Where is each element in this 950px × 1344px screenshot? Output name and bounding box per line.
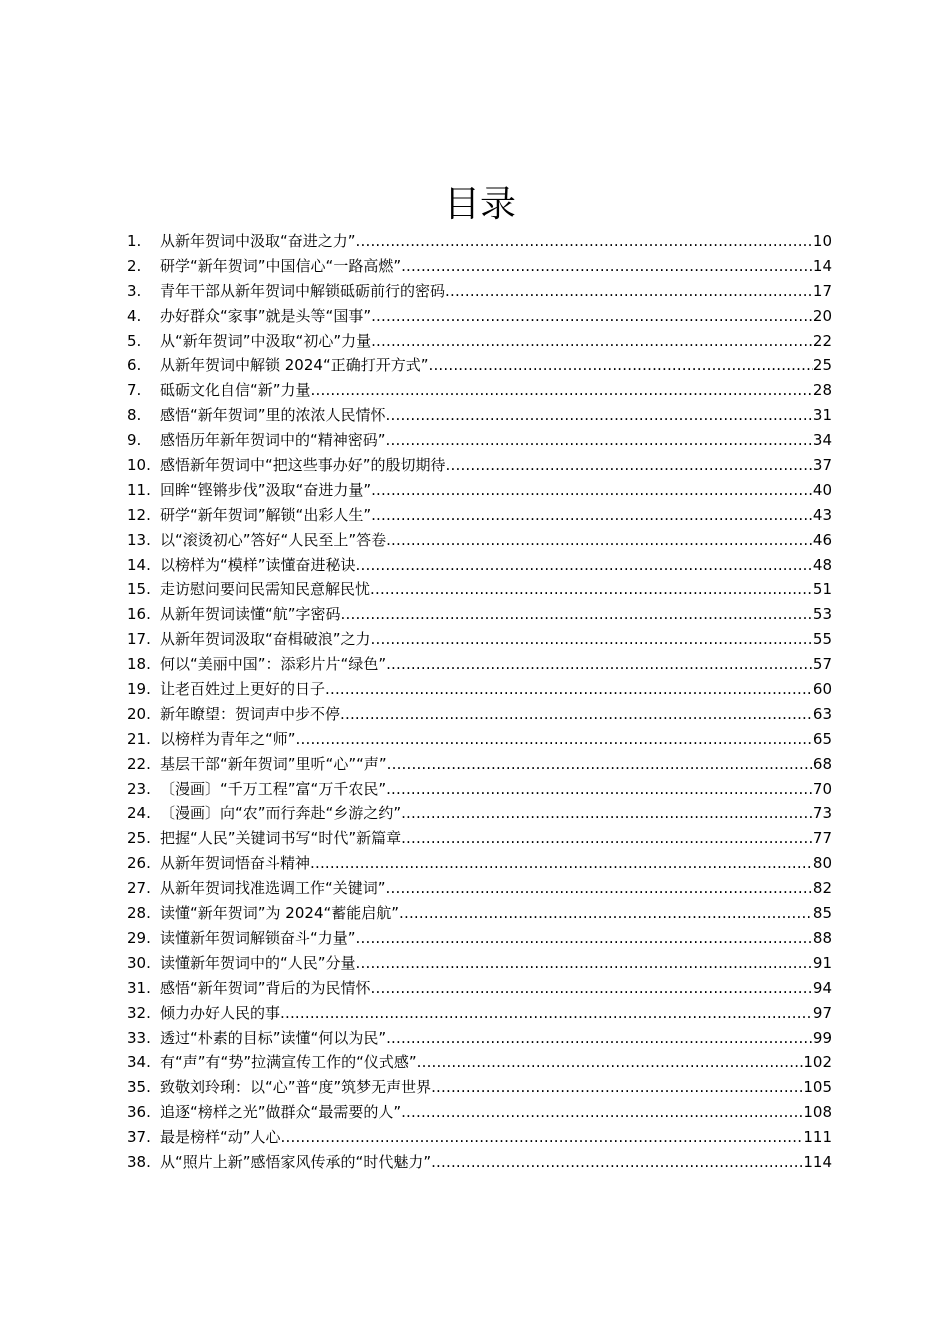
toc-entry-number: 34. [127, 1053, 151, 1072]
toc-entry-page-number: 82 [812, 879, 832, 898]
toc-dot-leader [371, 329, 813, 354]
toc-entry[interactable] [127, 304, 832, 329]
toc-dot-leader [356, 553, 813, 578]
toc-entry-number: 31. [127, 978, 151, 997]
toc-dot-leader [371, 304, 813, 329]
toc-dot-leader [370, 577, 813, 602]
toc-entry-number: 16. [127, 605, 151, 624]
toc-dot-leader [311, 378, 813, 403]
toc-entry-page-number: 28 [812, 381, 832, 400]
toc-entry-number: 37. [127, 1128, 151, 1147]
toc-entry-title: 青年干部从新年贺词中解锁砥砺前行的密码 [160, 281, 446, 300]
toc-entry-title: 从新年贺词中汲取“奋进之力” [160, 232, 356, 250]
toc-entry-page-number: 51 [812, 580, 832, 599]
toc-entry-number: 1. [127, 232, 142, 250]
toc-entry-page-number: 10 [812, 232, 832, 250]
toc-entry[interactable] [127, 478, 832, 503]
toc-dot-leader [401, 826, 813, 851]
toc-entry-title: 新年瞭望：贺词声中步不停 [160, 704, 341, 723]
toc-entry-title: 致敬刘玲琍：以“心”普“度”筑梦无声世界 [160, 1078, 432, 1097]
toc-entry-number: 22. [127, 754, 151, 773]
toc-entry-number: 30. [127, 953, 151, 972]
toc-entry-page-number: 37 [812, 456, 832, 475]
toc-entry[interactable] [127, 851, 832, 876]
toc-entry[interactable] [127, 453, 832, 478]
toc-entry[interactable] [127, 1001, 832, 1026]
toc-entry[interactable] [127, 1050, 832, 1075]
toc-entry-title: 研学“新年贺词”中国信心“一路高燃” [160, 256, 402, 275]
toc-dot-leader [417, 1050, 804, 1075]
toc-entry-number: 29. [127, 928, 151, 947]
toc-entry-title: 办好群众“家事”就是头等“国事” [160, 306, 372, 325]
toc-entry-number: 38. [127, 1152, 151, 1171]
toc-entry-number: 8. [127, 406, 142, 425]
toc-entry-title: 感悟“新年贺词”背后的为民情怀 [160, 978, 371, 997]
toc-entry[interactable] [127, 503, 832, 528]
toc-entry-title: 回眸“铿锵步伐”汲取“奋进力量” [160, 480, 372, 499]
toc-entry[interactable] [127, 329, 832, 354]
toc-entry-page-number: 40 [812, 480, 832, 499]
toc-entry-number: 20. [127, 704, 151, 723]
toc-entry-number: 19. [127, 680, 151, 699]
toc-entry-number: 11. [127, 480, 151, 499]
toc-entry-title: 从新年贺词中解锁 2024“正确打开方式” [160, 356, 429, 375]
toc-entry[interactable] [127, 652, 832, 677]
toc-dot-leader [371, 976, 813, 1001]
toc-entry-number: 4. [127, 306, 142, 325]
toc-entry[interactable] [127, 702, 832, 727]
toc-entry[interactable] [127, 801, 832, 826]
toc-entry-number: 3. [127, 281, 142, 300]
toc-entry-page-number: 17 [812, 281, 832, 300]
toc-entry-number: 14. [127, 555, 151, 574]
toc-entry-page-number: 22 [812, 331, 832, 350]
toc-entry-page-number: 31 [812, 406, 832, 425]
toc-dot-leader [325, 677, 813, 702]
toc-dot-leader [445, 279, 813, 304]
toc-entry[interactable] [127, 976, 832, 1001]
toc-dot-leader [310, 851, 813, 876]
toc-entry-title: 研学“新年贺词”解锁“出彩人生” [160, 505, 372, 524]
toc-entry-page-number: 43 [812, 505, 832, 524]
toc-entry-title: 以榜样为青年之“师” [160, 729, 296, 748]
toc-entry-page-number: 97 [812, 1003, 832, 1022]
toc-entry-title: 读懂新年贺词解锁奋斗“力量” [160, 928, 356, 947]
toc-entry-title: 砥砺文化自信“新”力量 [160, 381, 311, 400]
toc-entry-page-number: 85 [812, 904, 832, 923]
toc-entry[interactable] [127, 826, 832, 851]
toc-entry[interactable] [127, 1150, 832, 1175]
toc-entry-page-number: 46 [812, 530, 832, 549]
toc-entry-title: 〔漫画〕向“农”而行奔赴“乡游之约” [160, 804, 402, 823]
toc-entry-number: 26. [127, 854, 151, 873]
toc-list [127, 229, 832, 1175]
toc-entry[interactable] [127, 254, 832, 279]
toc-entry-page-number: 108 [803, 1103, 832, 1122]
toc-entry-title: 从新年贺词悟奋斗精神 [160, 854, 311, 873]
toc-entry-number: 28. [127, 904, 151, 923]
toc-entry-title: 以榜样为“模样”读懂奋进秘诀 [160, 555, 356, 574]
toc-dot-leader [401, 1100, 803, 1125]
toc-entry-page-number: 102 [803, 1053, 832, 1072]
toc-dot-leader [386, 428, 813, 453]
toc-dot-leader [386, 652, 813, 677]
toc-entry-number: 25. [127, 829, 151, 848]
toc-entry-number: 10. [127, 456, 151, 475]
toc-entry-page-number: 88 [812, 928, 832, 947]
toc-entry-page-number: 105 [803, 1078, 832, 1097]
toc-entry-title: 透过“朴素的目标”读懂“何以为民” [160, 1028, 387, 1047]
toc-entry-page-number: 99 [812, 1028, 832, 1047]
toc-entry-page-number: 68 [812, 754, 832, 773]
toc-entry[interactable] [127, 553, 832, 578]
toc-entry-page-number: 25 [812, 356, 832, 375]
toc-entry-title: 追逐“榜样之光”做群众“最需要的人” [160, 1103, 402, 1122]
toc-entry-number: 27. [127, 879, 151, 898]
toc-entry-title: 基层干部“新年贺词”里听“心”“声” [160, 754, 387, 773]
toc-entry-page-number: 63 [812, 704, 832, 723]
toc-entry-number: 2. [127, 256, 142, 275]
toc-entry-number: 24. [127, 804, 151, 823]
toc-entry-page-number: 114 [803, 1152, 832, 1171]
toc-entry-title: 最是榜样“动”人心 [160, 1128, 281, 1147]
toc-dot-leader [401, 254, 813, 279]
toc-entry-number: 15. [127, 580, 151, 599]
toc-entry[interactable] [127, 428, 832, 453]
toc-entry[interactable] [127, 677, 832, 702]
toc-dot-leader [281, 1125, 804, 1150]
toc-dot-leader [386, 876, 813, 901]
toc-entry-page-number: 80 [812, 854, 832, 873]
toc-entry-page-number: 77 [812, 829, 832, 848]
toc-dot-leader [429, 353, 813, 378]
toc-dot-leader [356, 951, 813, 976]
toc-entry[interactable] [127, 951, 832, 976]
toc-dot-leader [371, 478, 813, 503]
toc-dot-leader [387, 752, 813, 777]
toc-entry-title: 读懂新年贺词中的“人民”分量 [160, 953, 356, 972]
toc-dot-leader [399, 901, 813, 926]
toc-entry[interactable] [127, 1100, 832, 1125]
toc-entry[interactable] [127, 627, 832, 652]
toc-entry-title: 走访慰问要问民需知民意解民忧 [160, 580, 371, 599]
toc-entry-number: 9. [127, 431, 142, 450]
toc-entry-title: 从新年贺词读懂“航”字密码 [160, 605, 341, 624]
toc-entry[interactable] [127, 752, 832, 777]
toc-title: 目录 [443, 184, 516, 225]
toc-entry-number: 23. [127, 779, 151, 798]
toc-dot-leader [386, 403, 813, 428]
toc-entry-number: 35. [127, 1078, 151, 1097]
toc-entry-page-number: 34 [812, 431, 832, 450]
toc-dot-leader [446, 453, 813, 478]
toc-dot-leader [341, 602, 813, 627]
toc-entry-page-number: 57 [812, 655, 832, 674]
toc-entry-page-number: 20 [812, 306, 832, 325]
toc-entry-page-number: 53 [812, 605, 832, 624]
toc-entry[interactable] [127, 1026, 832, 1051]
toc-entry-title: 感悟“新年贺词”里的浓浓人民情怀 [160, 406, 386, 425]
toc-entry-number: 13. [127, 530, 151, 549]
toc-entry[interactable] [127, 926, 832, 951]
toc-entry[interactable] [127, 229, 832, 254]
toc-entry[interactable] [127, 777, 832, 802]
toc-entry[interactable] [127, 901, 832, 926]
toc-entry[interactable] [127, 279, 832, 304]
toc-entry-page-number: 14 [812, 256, 832, 275]
toc-entry-title: 倾力办好人民的事 [160, 1003, 281, 1022]
toc-dot-leader [386, 777, 813, 802]
toc-entry[interactable] [127, 876, 832, 901]
toc-entry-page-number: 94 [812, 978, 832, 997]
toc-entry-number: 36. [127, 1103, 151, 1122]
toc-entry[interactable] [127, 378, 832, 403]
toc-entry-page-number: 65 [812, 729, 832, 748]
toc-entry-number: 32. [127, 1003, 151, 1022]
toc-entry-title: 有“声”有“势”拉满宣传工作的“仪式感” [160, 1053, 417, 1072]
toc-entry-number: 12. [127, 505, 151, 524]
toc-dot-leader [356, 229, 813, 254]
toc-entry[interactable] [127, 353, 832, 378]
toc-dot-leader [386, 528, 813, 553]
toc-entry-title: 从新年贺词找准选调工作“关键词” [160, 879, 386, 898]
toc-dot-leader [296, 727, 813, 752]
toc-entry-number: 5. [127, 331, 142, 350]
toc-entry-page-number: 70 [812, 779, 832, 798]
toc-entry[interactable] [127, 727, 832, 752]
toc-entry[interactable] [127, 1075, 832, 1100]
toc-entry[interactable] [127, 1125, 832, 1150]
toc-dot-leader [386, 1026, 813, 1051]
toc-dot-leader [280, 1001, 813, 1026]
toc-entry-page-number: 73 [812, 804, 832, 823]
toc-entry-title: 从“照片上新”感悟家风传承的“时代魅力” [160, 1152, 432, 1171]
toc-dot-leader [371, 503, 813, 528]
toc-entry-title: 从“新年贺词”中汲取“初心”力量 [160, 331, 372, 350]
toc-entry-page-number: 111 [803, 1128, 832, 1147]
toc-entry[interactable] [127, 403, 832, 428]
toc-entry-title: 感悟历年新年贺词中的“精神密码” [160, 431, 386, 450]
toc-entry[interactable] [127, 577, 832, 602]
toc-entry-title: 从新年贺词汲取“奋楫破浪”之力 [160, 630, 371, 649]
toc-entry[interactable] [127, 602, 832, 627]
toc-entry-number: 7. [127, 381, 142, 400]
toc-entry[interactable] [127, 528, 832, 553]
toc-entry-number: 21. [127, 729, 151, 748]
toc-entry-title: 〔漫画〕“千万工程”富“万千农民” [160, 779, 387, 798]
toc-entry-number: 33. [127, 1028, 151, 1047]
toc-entry-title: 把握“人民”关键词书写“时代”新篇章 [160, 829, 402, 848]
toc-dot-leader [356, 926, 813, 951]
toc-entry-title: 感悟新年贺词中“把这些事办好”的殷切期待 [160, 456, 446, 475]
toc-dot-leader [431, 1150, 803, 1175]
toc-entry-page-number: 60 [812, 680, 832, 699]
toc-entry-title: 让老百姓过上更好的日子 [160, 680, 326, 699]
toc-entry-page-number: 48 [812, 555, 832, 574]
toc-entry-number: 17. [127, 630, 151, 649]
toc-dot-leader [431, 1075, 803, 1100]
toc-dot-leader [340, 702, 813, 727]
toc-entry-title: 读懂“新年贺词”为 2024“蓄能启航” [160, 904, 400, 923]
toc-entry-page-number: 55 [812, 630, 832, 649]
toc-entry-number: 6. [127, 356, 142, 375]
toc-dot-leader [401, 801, 813, 826]
toc-entry-title: 以“滚烫初心”答好“人民至上”答卷 [160, 530, 387, 549]
toc-entry-title: 何以“美丽中国”：添彩片片“绿色” [160, 655, 387, 674]
toc-entry-number: 18. [127, 655, 151, 674]
toc-dot-leader [371, 627, 813, 652]
toc-entry-page-number: 91 [812, 953, 832, 972]
